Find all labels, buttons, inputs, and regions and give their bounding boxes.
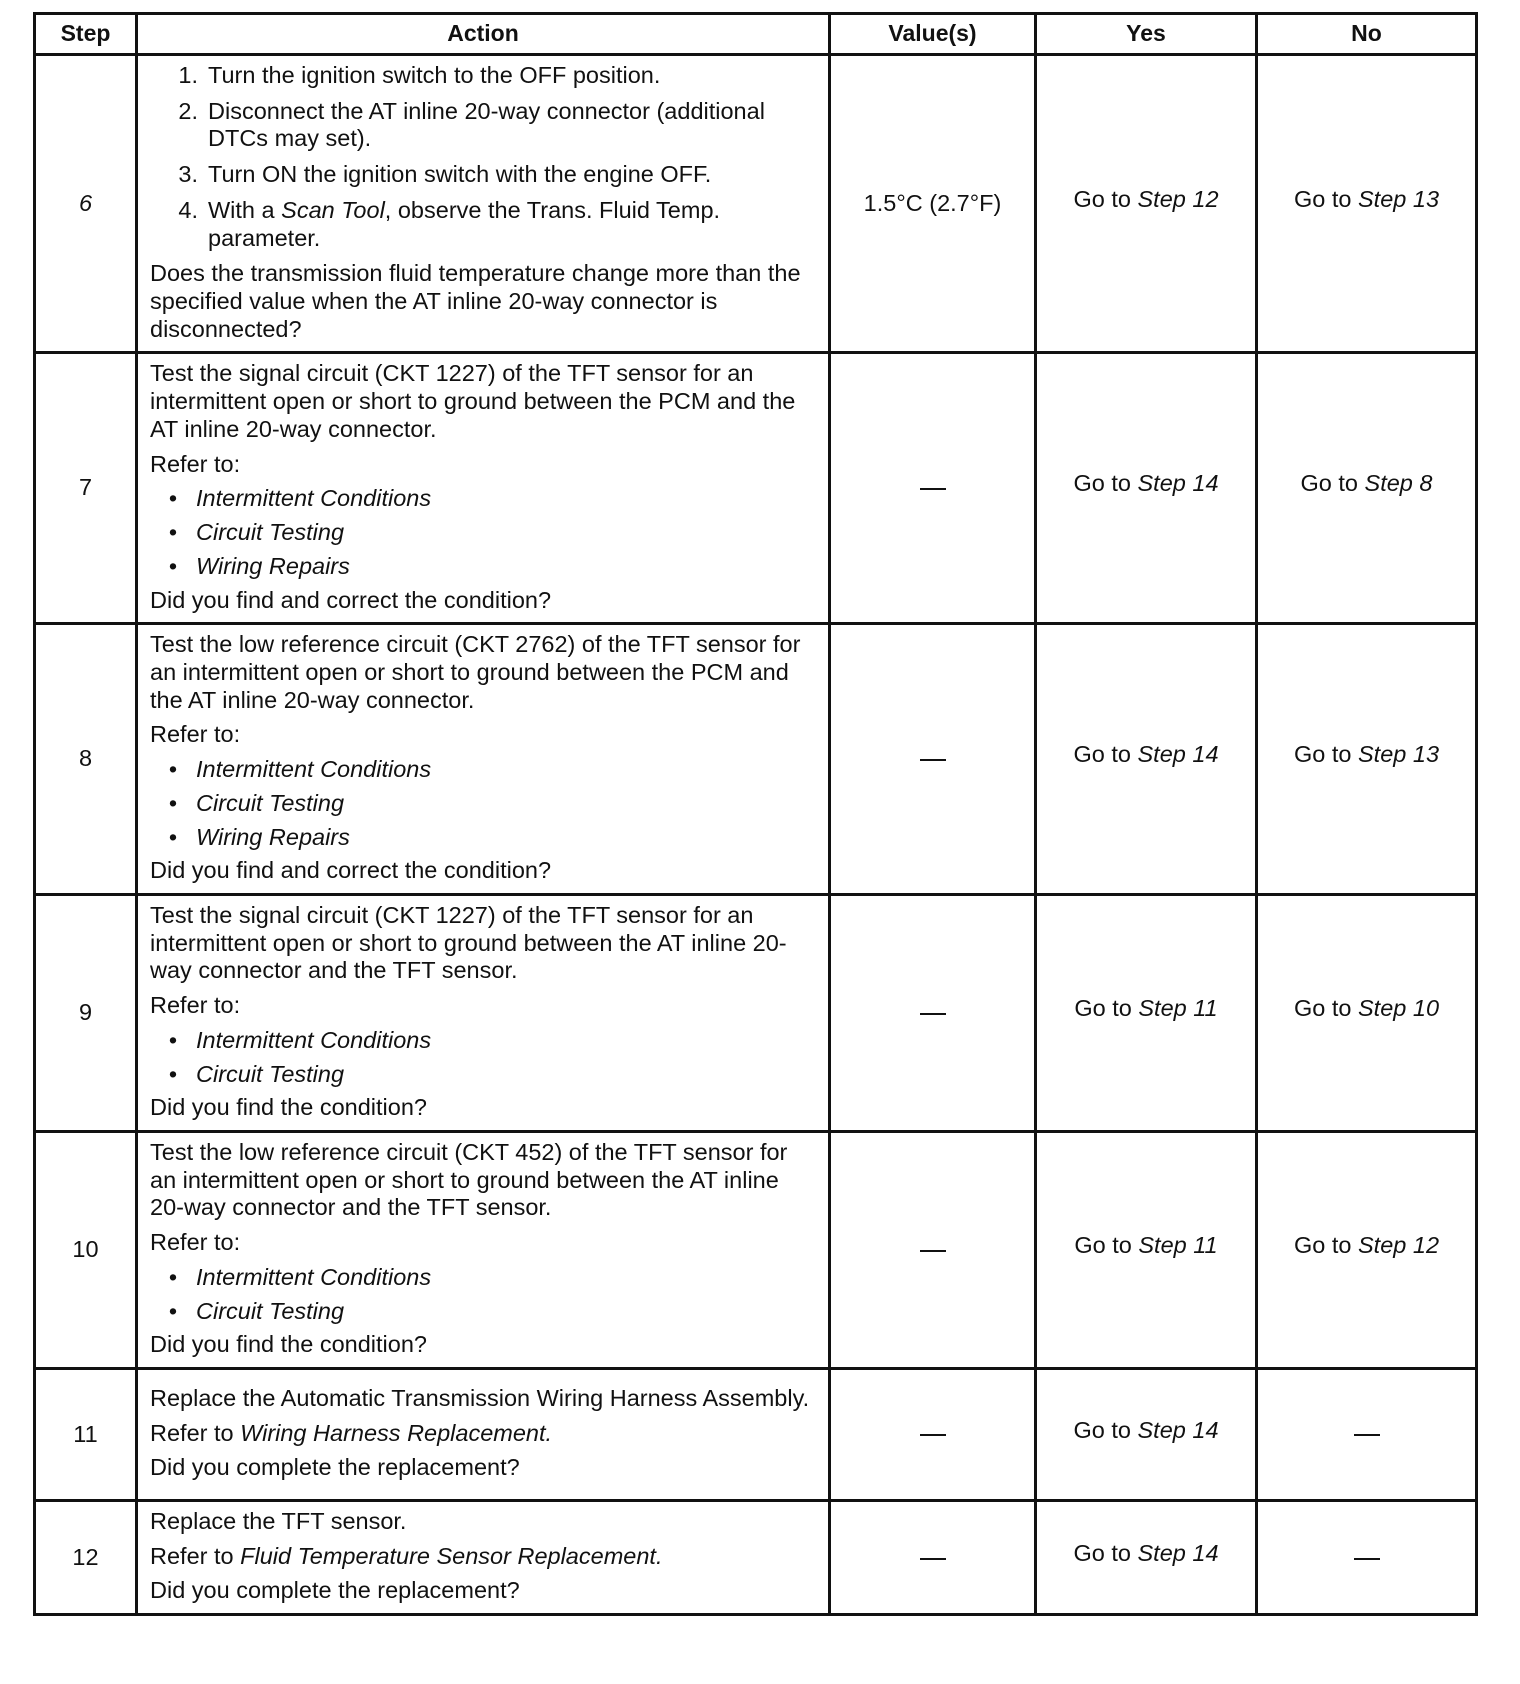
- refer-to-label: Refer to:: [150, 992, 241, 1019]
- action-cell: [137, 1132, 830, 1369]
- question: Did you find the condition?: [150, 1094, 427, 1121]
- question: Did you find and correct the condition?: [150, 857, 552, 884]
- yes-step-link: Step 12: [1137, 185, 1219, 212]
- reference-item: • Circuit Testing: [168, 1060, 345, 1087]
- value-cell: [830, 1501, 1036, 1615]
- table-row-step-12: [35, 1501, 1477, 1615]
- refer-to-line: Refer to Wiring Harness Replacement.: [150, 1419, 553, 1446]
- reference-item: • Intermittent Conditions: [168, 1263, 432, 1290]
- value-cell: 1.5°C (2.7°F): [830, 55, 1036, 353]
- action-text: Replace the TFT sensor.: [150, 1508, 407, 1535]
- yes-cell: Go to Step 14: [1036, 624, 1257, 895]
- value-cell: [830, 1369, 1036, 1501]
- action-cell: [137, 894, 830, 1131]
- reference-item: • Circuit Testing: [168, 1297, 345, 1324]
- yes-step-link: Step 14: [1137, 1416, 1219, 1443]
- list-item-text: With a Scan Tool, observe the Trans. Fluid Temp. parameter.: [208, 196, 721, 251]
- refer-to-line: Refer to Fluid Temperature Sensor Replacement.: [150, 1542, 663, 1569]
- yes-cell: Go to Step 14: [1036, 1369, 1257, 1501]
- yes-cell: Go to Step 11: [1036, 1132, 1257, 1369]
- table-row-step-10: [35, 1132, 1477, 1369]
- yes-step-link: Step 14: [1137, 741, 1219, 768]
- reference-list: [150, 1264, 816, 1325]
- empty-dash: [1354, 1558, 1380, 1560]
- yes-cell: Go to Step 11: [1036, 894, 1257, 1131]
- table-row-step-9: [35, 894, 1477, 1131]
- reference-item: Wiring Harness Replacement.: [240, 1419, 553, 1446]
- yes-cell: Go to Step 14: [1036, 353, 1257, 624]
- list-item-text: Turn ON the ignition switch with the engine OFF.: [208, 161, 712, 188]
- question: Did you find and correct the condition?: [150, 586, 552, 613]
- no-cell: Go to Step 8: [1257, 353, 1477, 624]
- value-cell: [830, 1132, 1036, 1369]
- step-number: 8: [35, 624, 137, 895]
- no-cell: Go to Step 12: [1257, 1132, 1477, 1369]
- step-number: 10: [35, 1132, 137, 1369]
- action-text: Test the low reference circuit (CKT 2762) of the TFT sensor for an intermittent open or short to ground between the PCM and the AT inline 20-way connector.: [150, 631, 801, 713]
- empty-dash: [920, 1558, 946, 1560]
- action-cell: [137, 1501, 830, 1615]
- reference-item: • Wiring Repairs: [168, 552, 350, 579]
- scan-tool-ref: Scan Tool: [281, 196, 385, 223]
- header-action: Action: [137, 14, 830, 55]
- action-cell: [137, 55, 830, 353]
- header-value: Value(s): [830, 14, 1036, 55]
- list-item-text: Turn the ignition switch to the OFF position.: [208, 62, 661, 88]
- reference-item: Fluid Temperature Sensor Replacement.: [240, 1542, 663, 1569]
- question: Did you find the condition?: [150, 1331, 427, 1358]
- action-cell: [137, 624, 830, 895]
- no-step-link: Step 13: [1358, 185, 1440, 212]
- empty-dash: [920, 1434, 946, 1436]
- value-cell: [830, 894, 1036, 1131]
- yes-cell: Go to Step 12: [1036, 55, 1257, 353]
- action-text: Replace the Automatic Transmission Wiring Harness Assembly.: [150, 1384, 810, 1411]
- action-text: Test the signal circuit (CKT 1227) of the TFT sensor for an intermittent open or short to ground between the PCM and the AT inline 20-way connector.: [150, 360, 796, 442]
- empty-dash: [920, 1013, 946, 1015]
- header-step: Step: [35, 14, 137, 55]
- value-cell: [830, 353, 1036, 624]
- no-cell: Go to Step 13: [1257, 55, 1477, 353]
- header-row: [35, 14, 1477, 55]
- action-text: Test the signal circuit (CKT 1227) of the TFT sensor for an intermittent open or short to ground between the AT inline 20-way connector and the TFT sensor.: [150, 901, 787, 984]
- no-cell: [1257, 1369, 1477, 1501]
- reference-item: • Intermittent Conditions: [168, 485, 432, 512]
- value-cell: [830, 624, 1036, 895]
- reference-item: • Wiring Repairs: [168, 823, 350, 850]
- list-item-text: Disconnect the AT inline 20-way connector (additional DTCs may set).: [208, 97, 765, 152]
- numbered-list: [150, 62, 816, 252]
- list-item: 1. Turn the ignition switch to the OFF position.: [150, 62, 816, 90]
- refer-to-label: Refer to:: [150, 1229, 241, 1256]
- empty-dash: [1354, 1434, 1380, 1436]
- no-cell: Go to Step 10: [1257, 894, 1477, 1131]
- action-text: Test the low reference circuit (CKT 452) of the TFT sensor for an intermittent open or short to ground between the AT inline 20-way connector and the TFT sensor.: [150, 1139, 788, 1221]
- header-no: No: [1257, 14, 1477, 55]
- question: Did you complete the replacement?: [150, 1577, 520, 1604]
- yes-cell: Go to Step 14: [1036, 1501, 1257, 1615]
- no-step-link: Step 13: [1358, 741, 1440, 768]
- no-step-link: Step 8: [1364, 470, 1433, 497]
- table-row-step-11: [35, 1369, 1477, 1501]
- step-number: 12: [35, 1501, 137, 1615]
- yes-step-link: Step 14: [1137, 1539, 1219, 1566]
- step-number: 9: [35, 894, 137, 1131]
- no-step-link: Step 10: [1358, 995, 1440, 1022]
- refer-to-label: Refer to:: [150, 721, 241, 748]
- empty-dash: [920, 1250, 946, 1252]
- no-cell: Go to Step 13: [1257, 624, 1477, 895]
- question: Did you complete the replacement?: [150, 1454, 520, 1481]
- reference-item: • Circuit Testing: [168, 519, 345, 546]
- step-number: 6: [35, 55, 137, 353]
- step-number: 7: [35, 353, 137, 624]
- question: Does the transmission fluid temperature change more than the specified value when the AT inline 20-way connector is disconnected?: [150, 260, 801, 342]
- no-step-link: Step 12: [1358, 1232, 1440, 1259]
- reference-item: • Intermittent Conditions: [168, 1026, 432, 1053]
- refer-to-label: Refer to:: [150, 450, 241, 477]
- reference-list: [150, 485, 816, 580]
- table-row-step-7: [35, 353, 1477, 624]
- reference-list: [150, 1027, 816, 1088]
- yes-step-link: Step 11: [1138, 995, 1218, 1022]
- reference-item: • Circuit Testing: [168, 789, 345, 816]
- yes-step-link: Step 14: [1137, 470, 1219, 497]
- no-cell: [1257, 1501, 1477, 1615]
- yes-step-link: Step 11: [1138, 1232, 1218, 1259]
- header-yes: Yes: [1036, 14, 1257, 55]
- action-cell: [137, 353, 830, 624]
- empty-dash: [920, 488, 946, 490]
- reference-list: [150, 756, 816, 851]
- reference-item: • Intermittent Conditions: [168, 756, 432, 783]
- step-number: 11: [35, 1369, 137, 1501]
- table-row-step-8: [35, 624, 1477, 895]
- list-item: 4. With a Scan Tool, observe the Trans. Fluid Temp. parameter.: [150, 197, 816, 252]
- diagnostic-table: [33, 12, 1478, 1616]
- table-row-step-6: [35, 55, 1477, 353]
- list-item: 2. Disconnect the AT inline 20-way connector (additional DTCs may set).: [150, 98, 816, 153]
- action-cell: [137, 1369, 830, 1501]
- list-item: 3. Turn ON the ignition switch with the engine OFF.: [150, 161, 816, 189]
- empty-dash: [920, 759, 946, 761]
